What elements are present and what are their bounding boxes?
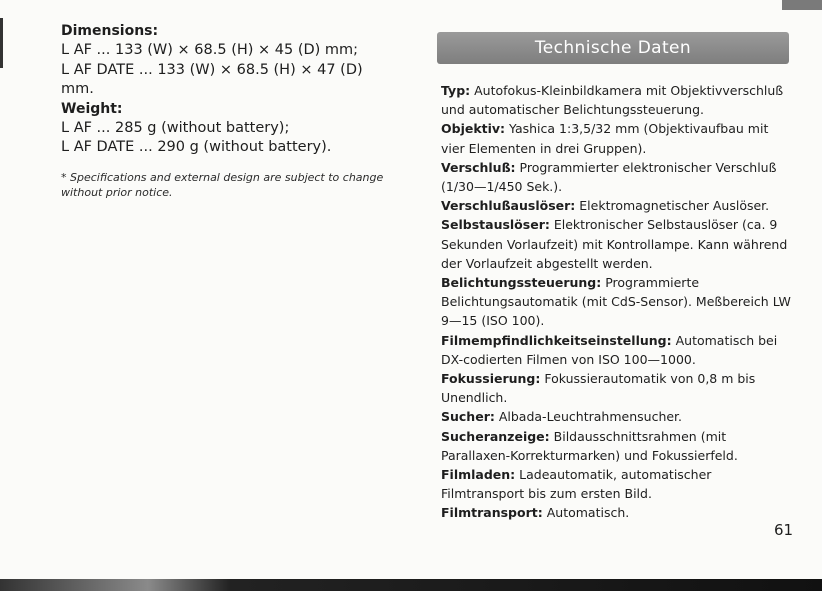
weight-line-2: L AF DATE ... 290 g (without battery). [61, 139, 332, 156]
scan-edge-left [0, 18, 3, 68]
spec-text: Programmierte Belichtungsautomatik (mit CdS-Sensor). Meßbereich LW 9—15 (ISO 100). [441, 275, 791, 329]
spec-text: Automatisch bei DX-codierten Filmen von ISO 100—1000. [441, 332, 778, 367]
spec-text: Yashica 1:3,5/32 mm (Objektivaufbau mit vier Elementen in drei Gruppen). [441, 121, 769, 156]
right-column-specs [441, 81, 793, 523]
spec-text: Elektronischer Selbstauslöser (ca. 9 Sekunden Vorlaufzeit) mit Kontrollampe. Kann während der Vorlaufzeit abgestellt werden. [441, 217, 788, 271]
spec-label: Verschluß: [441, 159, 516, 175]
dimensions-line-1: L AF ... 133 (W) × 68.5 (H) × 45 (D) mm; [61, 42, 359, 59]
specification-note: * Specifications and external design are subject to change without prior notice. [61, 170, 384, 200]
spec-label: Typ: [441, 83, 471, 98]
scan-edge-top-right [782, 0, 822, 10]
dimensions-heading: Dimensions: [61, 23, 159, 39]
section-title-banner: Technische Daten [437, 32, 789, 64]
spec-text: Ladeautomatik, automatischer Filmtransport bis zum ersten Bild. [441, 467, 712, 502]
weight-heading: Weight: [61, 100, 123, 117]
spec-label: Fokussierung: [441, 371, 541, 387]
page-number: 61 [774, 521, 794, 539]
spec-text: Albada-Leuchtrahmensucher. [498, 409, 683, 425]
spec-label: Verschlußauslöser: [441, 198, 576, 214]
spec-label: Sucher: [441, 409, 495, 425]
spec-text: Elektromagnetischer Auslöser. [579, 198, 770, 214]
spec-filmempfindlichkeit [441, 331, 793, 369]
spec-belichtungssteuerung [441, 273, 793, 331]
spec-filmtransport [441, 503, 793, 522]
spec-verschlussausloeser [441, 196, 793, 215]
weight-line-1: L AF ... 285 g (without battery); [61, 120, 290, 137]
spec-sucheranzeige [441, 427, 793, 465]
spec-sucher [441, 407, 793, 426]
dimensions-line-2: L AF DATE ... 133 (W) × 68.5 (H) × 47 (D) [61, 61, 363, 78]
scan-edge-bottom [0, 579, 822, 591]
spec-label: Filmtransport: [441, 505, 543, 521]
dimensions-line-3: mm. [61, 81, 94, 98]
spec-text: Programmierter elektronischer Verschluß (1/30—1/450 Sek.). [441, 159, 777, 195]
spec-typ [441, 81, 793, 119]
left-column [61, 22, 401, 201]
spec-label: Objektiv: [441, 121, 506, 137]
spec-label: Belichtungssteuerung: [441, 275, 602, 291]
spec-verschluss [441, 158, 793, 196]
spec-objektiv [441, 119, 793, 157]
spec-text: Automatisch. [546, 505, 630, 521]
spec-filmladen [441, 465, 793, 503]
spec-label: Sucheranzeige: [441, 428, 550, 444]
spec-text: Autofokus-Kleinbildkamera mit Objektivverschluß und automatischer Belichtungssteuerung. [441, 83, 784, 118]
spec-label: Filmladen: [441, 467, 516, 483]
spec-selbstausloeser [441, 215, 793, 273]
spec-text: Fokussierautomatik von 0,8 m bis Unendlich. [441, 371, 756, 406]
spec-label: Filmempfindlichkeitseinstellung: [441, 332, 672, 348]
spec-text: Bildausschnittsrahmen (mit Parallaxen-Korrekturmarken) und Fokussierfeld. [441, 428, 738, 463]
spec-label: Selbstauslöser: [441, 217, 550, 233]
spec-fokussierung [441, 369, 793, 407]
